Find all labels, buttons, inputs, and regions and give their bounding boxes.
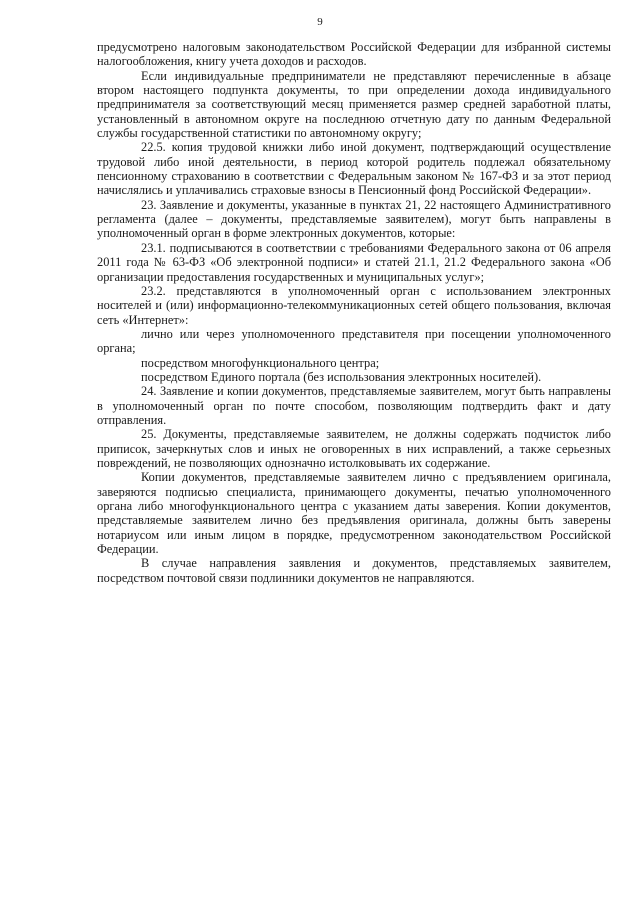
paragraph: Если индивидуальные предприниматели не представляют перечисленные в абзаце втором настоящего подпункта документы, то при определении дохода индивидуального предпринимателя за соответствующий месяц применяется размер средней заработной платы, установленный в автономном округе на последнюю отчетную дату по данным Федеральной службы государственной статистики по автономному округу; <box>97 68 611 141</box>
paragraph: 23.2. представляются в уполномоченный орган с использованием электронных носителей и (или) информационно-телекоммуникационных сетей общего пользования, включая сеть «Интернет»: <box>97 283 611 327</box>
paragraph: 24. Заявление и копии документов, представляемые заявителем, могут быть направлены в уполномоченный орган по почте способом, позволяющим подтвердить факт и дату отправления. <box>97 384 611 427</box>
paragraph: Копии документов, представляемые заявителем лично с предъявлением оригинала, заверяются подписью специалиста, принимающего документы, печатью уполномоченного органа либо многофункционального центра с указанием даты заверения. Копии документов, представляемые заявителем лично без предъявления оригинала, должны быть заверены нотариусом или иным лицом в порядке, предусмотренном законодательством Российской Федерации. <box>97 470 611 557</box>
paragraph: лично или через уполномоченного представителя при посещении уполномоченного органа; <box>97 326 611 356</box>
paragraph: 23. Заявление и документы, указанные в пунктах 21, 22 настоящего Административного регламента (далее – документы, представляемые заявителем), могут быть направлены в уполномоченный орган в форме электронных документов, которые: <box>97 197 611 241</box>
paragraph: 22.5. копия трудовой книжки либо иной документ, подтверждающий осуществление трудовой либо иной деятельности, в период которой родитель подлежал обязательному пенсионному страхованию в соответствии с Федеральным законом № 167-ФЗ и за этот период начислялись и уплачивались страховые взносы в Пенсионный фонд Российской Федерации». <box>97 140 611 198</box>
paragraph: предусмотрено налоговым законодательством Российской Федерации для избранной системы налогообложения, книгу учета доходов и расходов. <box>97 40 611 69</box>
paragraph: посредством Единого портала (без использования электронных носителей). <box>141 369 542 384</box>
paragraph: посредством многофункционального центра; <box>141 355 380 370</box>
paragraph: 23.1. подписываются в соответствии с требованиями Федерального закона от 06 апреля 2011 года № 63-ФЗ «Об электронной подписи» и статей 21.1, 21.2 Федерального закона «Об организации предоставления государственных и муниципальных услуг»; <box>97 240 611 284</box>
paragraph: В случае направления заявления и документов, представляемых заявителем, посредством почтовой связи подлинники документов не направляются. <box>97 556 611 585</box>
paragraph: 25. Документы, представляемые заявителем, не должны содержать подчисток либо приписок, зачеркнутых слов и иных не оговоренных в них исправлений, а также серьезных повреждений, не позволяющих однозначно истолковывать их содержание. <box>97 427 611 470</box>
page-number: 9 <box>317 16 323 28</box>
document-body <box>97 40 611 585</box>
